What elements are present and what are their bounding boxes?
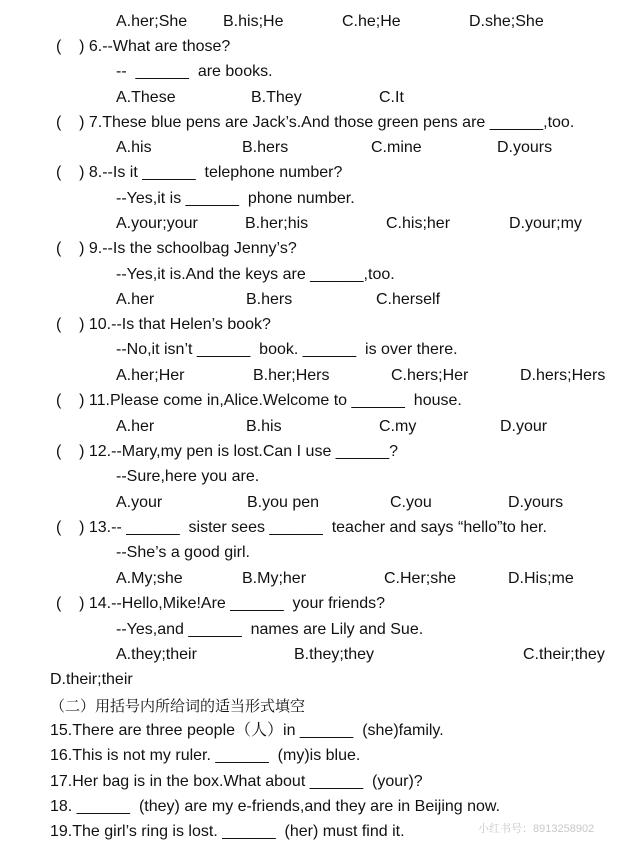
q12-option-d: D.yours [508, 494, 564, 511]
q10-option-d: D.hers;Hers [520, 367, 606, 384]
q13-option-c: C.Her;she [384, 570, 457, 587]
q8-option-b: B.her;his [245, 215, 309, 232]
fill-item-16: 16.This is not my ruler. ______ (my)is blue. [50, 747, 361, 764]
q11-option-c: C.my [379, 418, 417, 435]
q7-option-b: B.hers [242, 139, 289, 156]
q11-option-d: D.your [500, 418, 548, 435]
q14-line2: --Yes,and ______ names are Lily and Sue. [116, 621, 424, 638]
q12-stem: ( ) 12.--Mary,my pen is lost.Can I use ______? [56, 443, 399, 460]
q8-stem: ( ) 8.--Is it ______ telephone number? [56, 164, 343, 181]
q12-option-c: C.you [390, 494, 432, 511]
q6-line2: -- ______ are books. [116, 63, 273, 80]
q13-option-a: A.My;she [116, 570, 183, 587]
q13-line2: --She’s a good girl. [116, 544, 250, 561]
q7-option-d: D.yours [497, 139, 553, 156]
q6-option-b: B.They [251, 89, 302, 106]
watermark: 小红书号：8913258902 [478, 823, 595, 835]
q6-option-c: C.It [379, 89, 404, 106]
q10-option-c: C.hers;Her [391, 367, 469, 384]
q14-option-d: D.their;their [50, 671, 133, 688]
q5-option-d: D.she;She [469, 13, 544, 30]
q12-option-a: A.your [116, 494, 163, 511]
q11-option-a: A.her [116, 418, 155, 435]
q9-option-b: B.hers [246, 291, 293, 308]
q8-option-c: C.his;her [386, 215, 451, 232]
q9-line2: --Yes,it is.And the keys are ______,too. [116, 266, 395, 283]
q5-option-c: C.he;He [342, 13, 401, 30]
q9-option-c: C.herself [376, 291, 441, 308]
q8-option-a: A.your;your [116, 215, 198, 232]
q7-option-c: C.mine [371, 139, 422, 156]
q14-option-c: C.their;they [523, 646, 605, 663]
q8-line2: --Yes,it is ______ phone number. [116, 190, 355, 207]
q7-option-a: A.his [116, 139, 152, 156]
q11-stem: ( ) 11.Please come in,Alice.Welcome to ______ house. [56, 392, 462, 409]
fill-item-17: 17.Her bag is in the box.What about ______ (your)? [50, 773, 423, 790]
q10-stem: ( ) 10.--Is that Helen’s book? [56, 316, 271, 333]
q10-option-b: B.her;Hers [253, 367, 330, 384]
q5-option-b: B.his;He [223, 13, 284, 30]
fill-item-19: 19.The girl’s ring is lost. ______ (her) must find it. [50, 823, 405, 840]
fill-item-15: 15.There are three people（人）in ______ (she)family. [50, 722, 444, 739]
q6-option-a: A.These [116, 89, 176, 106]
q5-option-a: A.her;She [116, 13, 188, 30]
q10-line2: --No,it isn’t ______ book. ______ is over there. [116, 341, 458, 358]
q9-option-a: A.her [116, 291, 155, 308]
q12-option-b: B.you pen [247, 494, 320, 511]
q8-option-d: D.your;my [509, 215, 582, 232]
q13-stem: ( ) 13.-- ______ sister sees ______ teacher and says “hello”to her. [56, 519, 547, 536]
q14-option-a: A.they;their [116, 646, 197, 663]
q14-option-b: B.they;they [294, 646, 375, 663]
q7-stem: ( ) 7.These blue pens are Jack’s.And those green pens are ______,too. [56, 114, 575, 131]
q13-option-d: D.His;me [508, 570, 574, 587]
q14-stem: ( ) 14.--Hello,Mike!Are ______ your friends? [56, 595, 386, 612]
q6-stem: ( ) 6.--What are those? [56, 38, 231, 55]
q9-stem: ( ) 9.--Is the schoolbag Jenny’s? [56, 240, 297, 257]
fill-item-18: 18. ______ (they) are my e-friends,and they are in Beijing now. [50, 798, 501, 815]
q13-option-b: B.My;her [242, 570, 307, 587]
q12-line2: --Sure,here you are. [116, 468, 260, 485]
section-heading: （二）用括号内所给词的适当形式填空 [50, 697, 306, 715]
q11-option-b: B.his [246, 418, 282, 435]
q10-option-a: A.her;Her [116, 367, 185, 384]
